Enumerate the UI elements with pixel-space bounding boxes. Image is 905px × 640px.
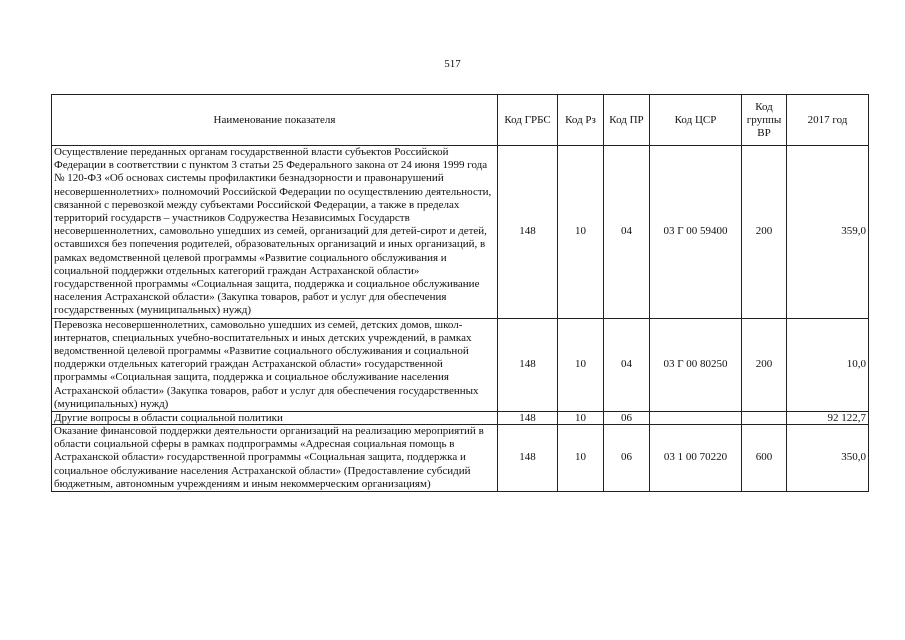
cell-grbs: 148 — [498, 146, 558, 319]
cell-name: Другие вопросы в области социальной политики — [52, 412, 498, 425]
page-number: 517 — [444, 58, 461, 70]
header-pr: Код ПР — [604, 95, 650, 146]
table-header-row — [52, 95, 869, 146]
cell-rz: 10 — [558, 318, 604, 411]
cell-grbs: 148 — [498, 412, 558, 425]
cell-pr: 06 — [604, 425, 650, 492]
table-row — [52, 412, 869, 425]
header-vr: Код группы ВР — [742, 95, 787, 146]
cell-pr: 04 — [604, 146, 650, 319]
budget-table — [51, 94, 869, 492]
header-csr: Код ЦСР — [650, 95, 742, 146]
header-rz: Код Рз — [558, 95, 604, 146]
cell-rz: 10 — [558, 146, 604, 319]
cell-vr: 200 — [742, 146, 787, 319]
table-row — [52, 425, 869, 492]
cell-csr: 03 Г 00 59400 — [650, 146, 742, 319]
cell-pr: 04 — [604, 318, 650, 411]
cell-rz: 10 — [558, 412, 604, 425]
cell-name: Оказание финансовой поддержки деятельности организаций на реализацию мероприятий в области социальной сферы в рамках подпрограммы «Адресная социальная помощь в Астраханской области» государственной программы «Социальная защита, поддержка и социальное обслуживание населения Астраханской области» (Предоставление субсидий бюджетным, автономным учреждениям и иным некоммерческим организациям) — [52, 425, 498, 492]
cell-csr: 03 Г 00 80250 — [650, 318, 742, 411]
header-grbs: Код ГРБС — [498, 95, 558, 146]
cell-name: Перевозка несовершеннолетних, самовольно ушедших из семей, детских домов, школ-интернатов, специальных учебно-воспитательных и иных детских учреждений, в рамках ведомственной целевой программы «Развитие социального обслуживания и социальной поддержки отдельных категорий граждан Астраханской области» государственной программы «Социальная защита, поддержка и социальное обслуживание населения Астраханской области» (Закупка товаров, работ и услуг для обеспечения государственных (муниципальных) нужд) — [52, 318, 498, 411]
cell-pr: 06 — [604, 412, 650, 425]
cell-vr — [742, 412, 787, 425]
cell-grbs: 148 — [498, 318, 558, 411]
cell-rz: 10 — [558, 425, 604, 492]
header-name: Наименование показателя — [52, 95, 498, 146]
cell-csr — [650, 412, 742, 425]
cell-vr: 600 — [742, 425, 787, 492]
cell-amount: 359,0 — [787, 146, 869, 319]
cell-amount: 350,0 — [787, 425, 869, 492]
cell-csr: 03 1 00 70220 — [650, 425, 742, 492]
table-row — [52, 318, 869, 411]
cell-vr: 200 — [742, 318, 787, 411]
table-row — [52, 146, 869, 319]
cell-amount: 92 122,7 — [787, 412, 869, 425]
cell-name: Осуществление переданных органам государственной власти субъектов Российской Федерации в соответствии с пунктом 3 статьи 25 Федерального закона от 24 июня 1999 года № 120-ФЗ «Об основах системы профилактики безнадзорности и правонарушений несовершеннолетних» полномочий Российской Федерации по осуществлению деятельности, связанной с перевозкой между субъектами Российской Федерации, а также в пределах территорий государств – участников Содружества Независимых Государств несовершеннолетних, самовольно ушедших из семей, организаций для детей-сирот и детей, оставшихся без попечения родителей, образовательных организаций и иных организаций, в рамках ведомственной целевой программы «Развитие социального обслуживания и социальной поддержки отдельных категорий граждан Астраханской области» государственной программы «Социальная защита, поддержка и социальное обслуживание населения Астраханской области» (Закупка товаров, работ и услуг для обеспечения государственных (муниципальных) нужд) — [52, 146, 498, 319]
header-year: 2017 год — [787, 95, 869, 146]
cell-amount: 10,0 — [787, 318, 869, 411]
cell-grbs: 148 — [498, 425, 558, 492]
